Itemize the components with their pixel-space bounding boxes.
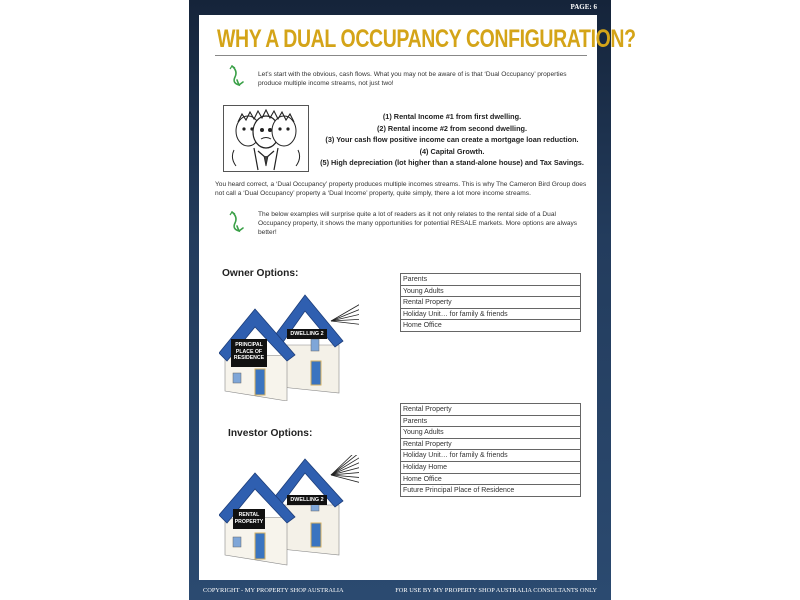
investor-option-row: Holiday Home bbox=[400, 462, 581, 474]
owner-option-row: Rental Property bbox=[400, 297, 581, 309]
footer-usage-note: FOR USE BY MY PROPERTY SHOP AUSTRALIA CONSULTANTS ONLY bbox=[395, 587, 597, 594]
investor-option-row: Young Adults bbox=[400, 427, 581, 439]
owner-options-table bbox=[400, 273, 581, 332]
owner-option-row: Young Adults bbox=[400, 286, 581, 298]
examples-paragraph: The below examples will surprise quite a lot of readers as it not only relates to the rental side of a Dual Occupancy property, it shows the many opportunities for potential RESALE markets. More options are always better! bbox=[258, 211, 578, 236]
benefit-item: (2) Rental income #2 from second dwelling. bbox=[376, 123, 528, 133]
stressed-man-illustration bbox=[223, 105, 309, 172]
owner-ppr-label: PRINCIPAL PLACE OF RESIDENCE bbox=[233, 342, 265, 362]
owner-option-row: Parents bbox=[400, 274, 581, 286]
investor-option-row: Rental Property bbox=[400, 439, 581, 451]
title-divider bbox=[215, 55, 587, 56]
benefit-item: (3) Your cash flow positive income can create a mortgage loan reduction. bbox=[325, 135, 579, 145]
investor-option-row: Parents bbox=[400, 416, 581, 428]
page-title: WHY A DUAL OCCUPANCY CONFIGURATION? bbox=[217, 25, 636, 53]
investor-options-table bbox=[400, 403, 581, 497]
investor-options-heading: Investor Options: bbox=[228, 428, 313, 439]
benefit-item: (5) High depreciation (lot higher than a stand-alone house) and Tax Savings. bbox=[320, 158, 584, 168]
green-arrow-icon bbox=[227, 209, 251, 237]
intro-paragraph: Let’s start with the obvious, cash flows. What you may not be aware of is that ‘Dual Occupancy’ properties produce multiple income streams, not just two! bbox=[258, 71, 567, 87]
benefit-item: (4) Capital Growth. bbox=[419, 146, 485, 156]
investor-option-row: Future Principal Place of Residence bbox=[400, 485, 581, 497]
green-arrow-icon bbox=[227, 63, 251, 91]
owner-option-row: Home Office bbox=[400, 320, 581, 332]
investor-option-row: Holiday Unit… for family & friends bbox=[400, 450, 581, 462]
page-number: PAGE: 6 bbox=[570, 3, 597, 11]
footer-copyright: COPYRIGHT - MY PROPERTY SHOP AUSTRALIA bbox=[203, 587, 344, 594]
page-sheet bbox=[199, 15, 636, 580]
owner-options-heading: Owner Options: bbox=[222, 268, 299, 279]
benefits-list bbox=[312, 111, 592, 169]
page-footer bbox=[189, 584, 611, 600]
owner-option-row: Holiday Unit… for family & friends bbox=[400, 309, 581, 321]
investor-rental-label: RENTAL PROPERTY bbox=[234, 512, 264, 525]
investor-option-row: Home Office bbox=[400, 474, 581, 486]
body-paragraph: You heard correct, a ‘Dual Occupancy’ property produces multiple incomes streams. This is why The Cameron Bird Group does not call a ‘Dual Occupancy’ property a ‘Dual Income’ property, quite simply, there a lot more income streams. bbox=[215, 181, 587, 197]
owner-dwelling2-label: DWELLING 2 bbox=[290, 331, 324, 337]
page-frame bbox=[189, 0, 636, 600]
benefit-item: (1) Rental Income #1 from first dwelling. bbox=[382, 112, 522, 121]
investor-dwelling2-label: DWELLING 2 bbox=[290, 497, 324, 503]
investor-option-row: Rental Property bbox=[400, 404, 581, 416]
